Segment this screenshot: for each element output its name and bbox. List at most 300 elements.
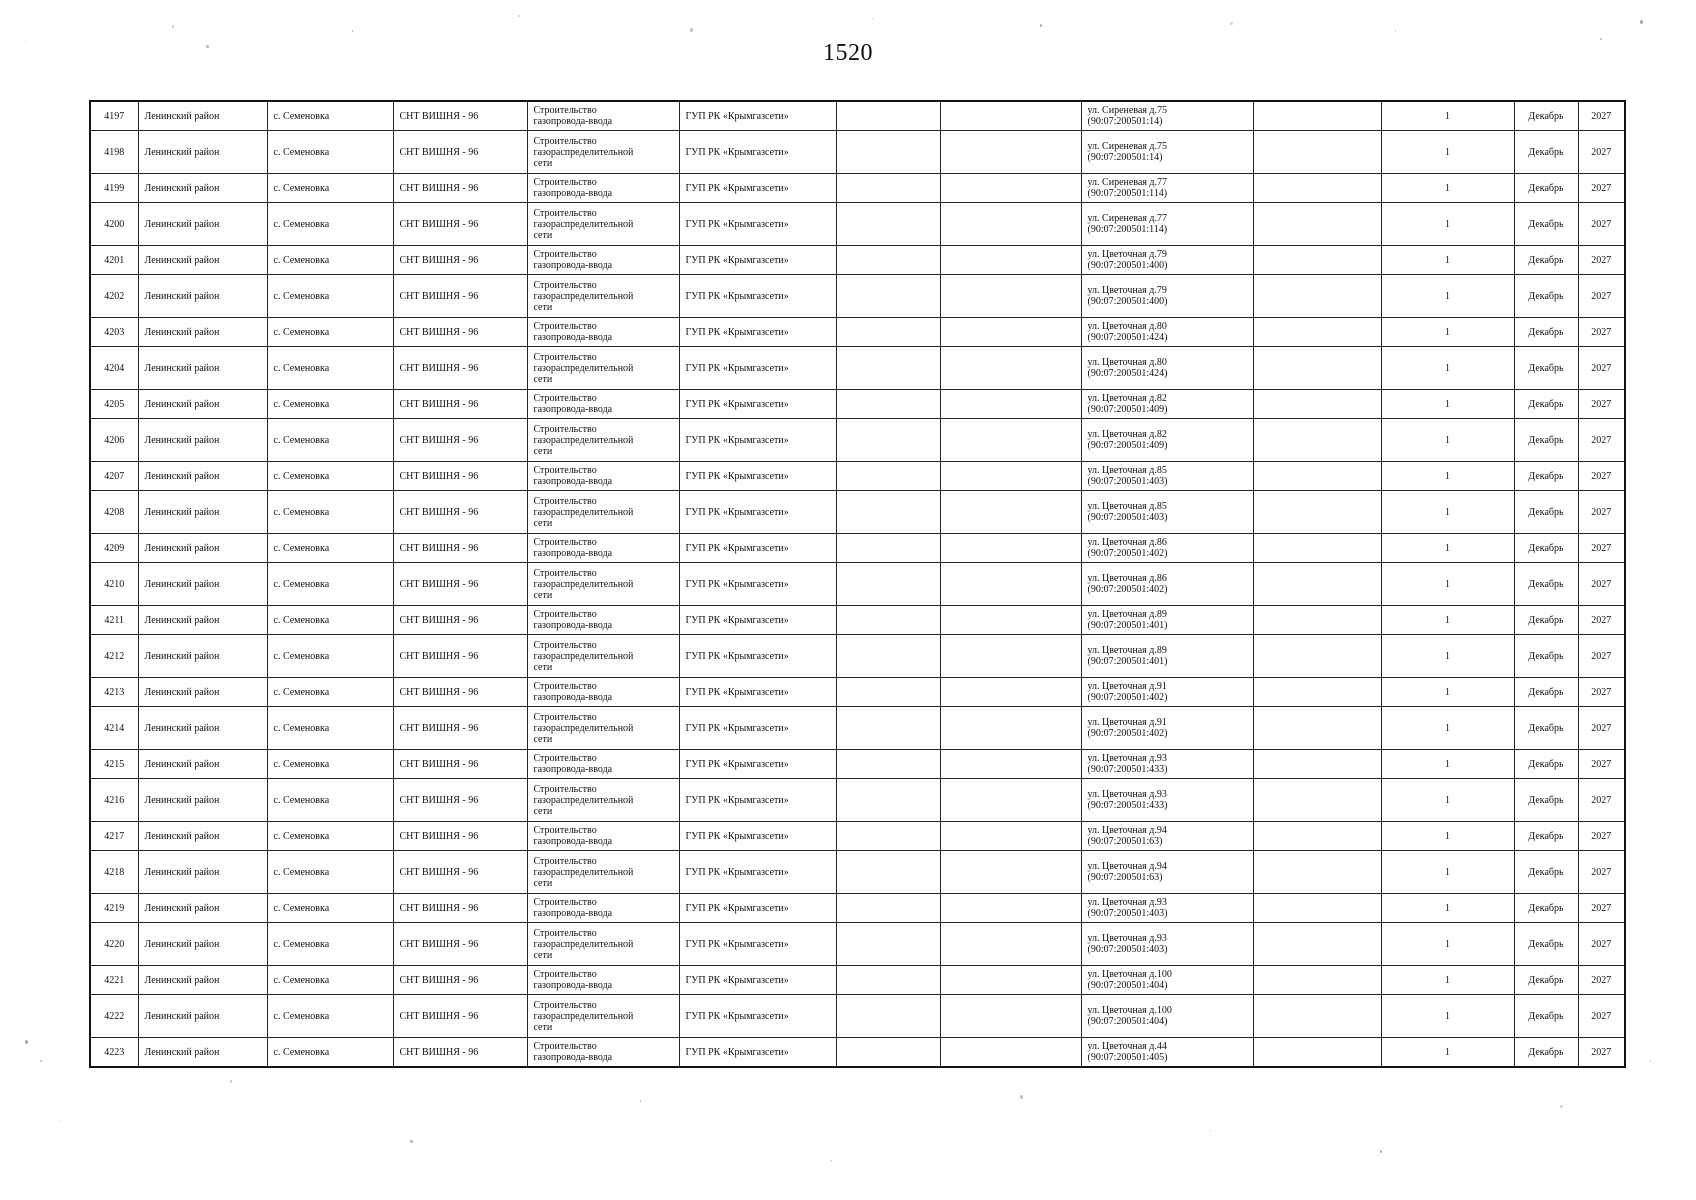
row-number-cell: 4221 <box>90 966 138 995</box>
empty-cell <box>1253 779 1381 822</box>
empty-cell <box>1253 462 1381 491</box>
row-number-cell: 4214 <box>90 707 138 750</box>
address-cell <box>1081 563 1253 606</box>
scan-speck <box>1600 38 1602 40</box>
month-cell: Декабрь <box>1514 419 1578 462</box>
work-type-cell <box>527 822 679 851</box>
work-type-cell-line: сети <box>533 1021 553 1033</box>
row-number-cell: 4220 <box>90 923 138 966</box>
partnership-cell: СНТ ВИШНЯ - 96 <box>393 995 527 1038</box>
month-cell: Декабрь <box>1514 779 1578 822</box>
scan-speck <box>1230 22 1233 25</box>
organization-cell: ГУП РК «Крымгазсети» <box>679 347 836 390</box>
empty-cell <box>1253 707 1381 750</box>
count-cell: 1 <box>1381 750 1514 779</box>
empty-cell <box>836 174 940 203</box>
count-cell: 1 <box>1381 390 1514 419</box>
partnership-cell: СНТ ВИШНЯ - 96 <box>393 1038 527 1068</box>
year-cell: 2027 <box>1578 822 1625 851</box>
village-cell: с. Семеновка <box>267 966 393 995</box>
scan-speck <box>60 1120 61 1121</box>
scan-speck <box>1040 24 1042 27</box>
organization-cell: ГУП РК «Крымгазсети» <box>679 318 836 347</box>
address-cell <box>1081 203 1253 246</box>
address-cell-line: ул. Цветочная д.93 <box>1087 933 1167 944</box>
table-body <box>90 101 1625 1067</box>
address-cell-line: (90:07:200501:402) <box>1087 584 1168 595</box>
empty-cell <box>940 462 1081 491</box>
count-cell: 1 <box>1381 246 1514 275</box>
address-cell-line: ул. Цветочная д.82 <box>1087 429 1167 440</box>
count-cell: 1 <box>1381 822 1514 851</box>
district-cell: Ленинский район <box>138 491 267 534</box>
work-type-cell <box>527 246 679 275</box>
year-cell: 2027 <box>1578 894 1625 923</box>
year-cell: 2027 <box>1578 678 1625 707</box>
district-cell: Ленинский район <box>138 419 267 462</box>
work-type-cell-line: Строительство <box>533 999 597 1011</box>
empty-cell <box>836 635 940 678</box>
empty-cell <box>836 707 940 750</box>
count-cell: 1 <box>1381 995 1514 1038</box>
district-cell: Ленинский район <box>138 390 267 419</box>
village-cell: с. Семеновка <box>267 101 393 131</box>
year-cell: 2027 <box>1578 750 1625 779</box>
row-number-cell: 4216 <box>90 779 138 822</box>
address-cell-line: (90:07:200501:401) <box>1087 620 1168 631</box>
work-type-cell-line: газопровода-ввода <box>533 332 613 343</box>
work-type-cell-line: газораспределительной <box>533 290 634 302</box>
district-cell: Ленинский район <box>138 707 267 750</box>
empty-cell <box>1253 275 1381 318</box>
organization-cell: ГУП РК «Крымгазсети» <box>679 707 836 750</box>
address-cell-line: (90:07:200501:402) <box>1087 548 1168 559</box>
address-cell-line: (90:07:200501:114) <box>1087 224 1168 235</box>
work-type-cell-line: газораспределительной <box>533 794 634 806</box>
district-cell: Ленинский район <box>138 534 267 563</box>
address-cell-line: (90:07:200501:114) <box>1087 188 1168 199</box>
gasification-table <box>89 100 1626 1068</box>
row-number-cell: 4204 <box>90 347 138 390</box>
village-cell: с. Семеновка <box>267 707 393 750</box>
count-cell: 1 <box>1381 966 1514 995</box>
count-cell: 1 <box>1381 635 1514 678</box>
partnership-cell: СНТ ВИШНЯ - 96 <box>393 203 527 246</box>
month-cell: Декабрь <box>1514 563 1578 606</box>
address-cell <box>1081 1038 1253 1068</box>
address-cell-line: (90:07:200501:433) <box>1087 764 1168 775</box>
work-type-cell-line: сети <box>533 877 553 889</box>
village-cell: с. Семеновка <box>267 246 393 275</box>
address-cell-line: ул. Цветочная д.93 <box>1087 753 1167 764</box>
work-type-cell-line: Строительство <box>533 969 597 980</box>
village-cell: с. Семеновка <box>267 347 393 390</box>
empty-cell <box>1253 923 1381 966</box>
row-number-cell: 4217 <box>90 822 138 851</box>
table-row <box>90 275 1625 318</box>
count-cell: 1 <box>1381 851 1514 894</box>
empty-cell <box>940 347 1081 390</box>
table-row <box>90 131 1625 174</box>
empty-cell <box>1253 246 1381 275</box>
table-row <box>90 995 1625 1038</box>
row-number-cell: 4197 <box>90 101 138 131</box>
village-cell: с. Семеновка <box>267 462 393 491</box>
work-type-cell-line: Строительство <box>533 393 597 404</box>
partnership-cell: СНТ ВИШНЯ - 96 <box>393 894 527 923</box>
year-cell: 2027 <box>1578 1038 1625 1068</box>
village-cell: с. Семеновка <box>267 203 393 246</box>
organization-cell: ГУП РК «Крымгазсети» <box>679 822 836 851</box>
year-cell: 2027 <box>1578 534 1625 563</box>
partnership-cell: СНТ ВИШНЯ - 96 <box>393 131 527 174</box>
address-cell-line: (90:07:200501:424) <box>1087 368 1168 379</box>
count-cell: 1 <box>1381 678 1514 707</box>
address-cell <box>1081 347 1253 390</box>
year-cell: 2027 <box>1578 779 1625 822</box>
empty-cell <box>836 563 940 606</box>
table-row <box>90 246 1625 275</box>
work-type-cell <box>527 390 679 419</box>
work-type-cell <box>527 491 679 534</box>
work-type-cell-line: газораспределительной <box>533 866 634 878</box>
row-number-cell: 4210 <box>90 563 138 606</box>
address-cell-line: (90:07:200501:400) <box>1087 260 1168 271</box>
work-type-cell-line: Строительство <box>533 207 597 219</box>
month-cell: Декабрь <box>1514 966 1578 995</box>
address-cell <box>1081 462 1253 491</box>
address-cell <box>1081 779 1253 822</box>
table-row <box>90 101 1625 131</box>
work-type-cell-line: Строительство <box>533 855 597 867</box>
district-cell: Ленинский район <box>138 779 267 822</box>
district-cell: Ленинский район <box>138 635 267 678</box>
empty-cell <box>1253 563 1381 606</box>
year-cell: 2027 <box>1578 101 1625 131</box>
table-row <box>90 966 1625 995</box>
district-cell: Ленинский район <box>138 750 267 779</box>
work-type-cell-line: Строительство <box>533 105 597 116</box>
empty-cell <box>940 822 1081 851</box>
row-number-cell: 4206 <box>90 419 138 462</box>
table-row <box>90 174 1625 203</box>
organization-cell: ГУП РК «Крымгазсети» <box>679 131 836 174</box>
partnership-cell: СНТ ВИШНЯ - 96 <box>393 534 527 563</box>
year-cell: 2027 <box>1578 707 1625 750</box>
year-cell: 2027 <box>1578 851 1625 894</box>
address-cell <box>1081 923 1253 966</box>
table-row <box>90 779 1625 822</box>
month-cell: Декабрь <box>1514 707 1578 750</box>
address-cell-line: (90:07:200501:402) <box>1087 692 1168 703</box>
village-cell: с. Семеновка <box>267 822 393 851</box>
work-type-cell-line: Строительство <box>533 927 597 939</box>
work-type-cell-line: Строительство <box>533 135 597 147</box>
work-type-cell-line: сети <box>533 733 553 745</box>
empty-cell <box>836 1038 940 1068</box>
address-cell <box>1081 822 1253 851</box>
work-type-cell <box>527 534 679 563</box>
scan-speck <box>230 1080 232 1083</box>
partnership-cell: СНТ ВИШНЯ - 96 <box>393 750 527 779</box>
page-number: 1520 <box>823 40 873 66</box>
table-row <box>90 1038 1625 1068</box>
work-type-cell-line: сети <box>533 157 553 169</box>
month-cell: Декабрь <box>1514 1038 1578 1068</box>
work-type-cell-line: сети <box>533 445 553 457</box>
address-cell-line: ул. Цветочная д.82 <box>1087 393 1167 404</box>
address-cell-line: (90:07:200501:14) <box>1087 152 1163 163</box>
year-cell: 2027 <box>1578 419 1625 462</box>
organization-cell: ГУП РК «Крымгазсети» <box>679 563 836 606</box>
organization-cell: ГУП РК «Крымгазсети» <box>679 966 836 995</box>
village-cell: с. Семеновка <box>267 174 393 203</box>
work-type-cell-line: газопровода-ввода <box>533 764 613 775</box>
month-cell: Декабрь <box>1514 635 1578 678</box>
address-cell-line: ул. Цветочная д.91 <box>1087 681 1167 692</box>
work-type-cell-line: газораспределительной <box>533 362 634 374</box>
work-type-cell-line: газораспределительной <box>533 722 634 734</box>
month-cell: Декабрь <box>1514 606 1578 635</box>
year-cell: 2027 <box>1578 462 1625 491</box>
count-cell: 1 <box>1381 462 1514 491</box>
work-type-cell <box>527 606 679 635</box>
address-cell-line: ул. Цветочная д.100 <box>1087 969 1172 980</box>
work-type-cell-line: газопровода-ввода <box>533 692 613 703</box>
empty-cell <box>940 275 1081 318</box>
address-cell-line: (90:07:200501:409) <box>1087 404 1168 415</box>
empty-cell <box>1253 894 1381 923</box>
year-cell: 2027 <box>1578 966 1625 995</box>
organization-cell: ГУП РК «Крымгазсети» <box>679 246 836 275</box>
address-cell-line: ул. Сиреневая д.75 <box>1087 141 1168 152</box>
work-type-cell <box>527 923 679 966</box>
table-row <box>90 750 1625 779</box>
village-cell: с. Семеновка <box>267 275 393 318</box>
empty-cell <box>940 318 1081 347</box>
work-type-cell-line: газопровода-ввода <box>533 980 613 991</box>
scan-speck <box>1560 1105 1563 1108</box>
row-number-cell: 4198 <box>90 131 138 174</box>
work-type-cell-line: Строительство <box>533 783 597 795</box>
empty-cell <box>836 606 940 635</box>
year-cell: 2027 <box>1578 275 1625 318</box>
month-cell: Декабрь <box>1514 678 1578 707</box>
year-cell: 2027 <box>1578 174 1625 203</box>
scan-speck <box>1380 1150 1382 1153</box>
address-cell-line: (90:07:200501:400) <box>1087 296 1168 307</box>
row-number-cell: 4207 <box>90 462 138 491</box>
work-type-cell-line: Строительство <box>533 279 597 291</box>
district-cell: Ленинский район <box>138 563 267 606</box>
work-type-cell <box>527 275 679 318</box>
district-cell: Ленинский район <box>138 131 267 174</box>
work-type-cell-line: Строительство <box>533 321 597 332</box>
scan-speck <box>1210 1130 1211 1131</box>
month-cell: Декабрь <box>1514 203 1578 246</box>
address-cell <box>1081 678 1253 707</box>
table-row <box>90 635 1625 678</box>
district-cell: Ленинский район <box>138 462 267 491</box>
address-cell <box>1081 635 1253 678</box>
year-cell: 2027 <box>1578 491 1625 534</box>
address-cell-line: (90:07:200501:401) <box>1087 656 1168 667</box>
empty-cell <box>1253 678 1381 707</box>
work-type-cell-line: газопровода-ввода <box>533 548 613 559</box>
count-cell: 1 <box>1381 101 1514 131</box>
address-cell <box>1081 246 1253 275</box>
work-type-cell-line: Строительство <box>533 465 597 476</box>
table-row <box>90 318 1625 347</box>
work-type-cell-line: газопровода-ввода <box>533 260 613 271</box>
month-cell: Декабрь <box>1514 131 1578 174</box>
address-cell <box>1081 491 1253 534</box>
table-row <box>90 203 1625 246</box>
row-number-cell: 4201 <box>90 246 138 275</box>
address-cell-line: ул. Цветочная д.100 <box>1087 1005 1172 1016</box>
empty-cell <box>940 491 1081 534</box>
empty-cell <box>940 750 1081 779</box>
address-cell-line: ул. Цветочная д.93 <box>1087 897 1167 908</box>
organization-cell: ГУП РК «Крымгазсети» <box>679 750 836 779</box>
organization-cell: ГУП РК «Крымгазсети» <box>679 635 836 678</box>
district-cell: Ленинский район <box>138 1038 267 1068</box>
partnership-cell: СНТ ВИШНЯ - 96 <box>393 606 527 635</box>
partnership-cell: СНТ ВИШНЯ - 96 <box>393 635 527 678</box>
empty-cell <box>1253 347 1381 390</box>
work-type-cell <box>527 851 679 894</box>
address-cell-line: (90:07:200501:424) <box>1087 332 1168 343</box>
address-cell-line: (90:07:200501:404) <box>1087 1016 1168 1027</box>
address-cell-line: (90:07:200501:14) <box>1087 116 1163 127</box>
organization-cell: ГУП РК «Крымгазсети» <box>679 203 836 246</box>
work-type-cell <box>527 131 679 174</box>
partnership-cell: СНТ ВИШНЯ - 96 <box>393 779 527 822</box>
empty-cell <box>836 203 940 246</box>
table-row <box>90 678 1625 707</box>
work-type-cell-line: газопровода-ввода <box>533 1052 613 1063</box>
work-type-cell-line: газопровода-ввода <box>533 476 613 487</box>
empty-cell <box>1253 174 1381 203</box>
district-cell: Ленинский район <box>138 678 267 707</box>
table-row <box>90 707 1625 750</box>
empty-cell <box>1253 1038 1381 1068</box>
district-cell: Ленинский район <box>138 101 267 131</box>
district-cell: Ленинский район <box>138 174 267 203</box>
count-cell: 1 <box>1381 131 1514 174</box>
table-row <box>90 347 1625 390</box>
empty-cell <box>1253 635 1381 678</box>
address-cell-line: ул. Цветочная д.86 <box>1087 573 1167 584</box>
table-row <box>90 822 1625 851</box>
row-number-cell: 4211 <box>90 606 138 635</box>
partnership-cell: СНТ ВИШНЯ - 96 <box>393 390 527 419</box>
address-cell-line: (90:07:200501:63) <box>1087 836 1163 847</box>
empty-cell <box>1253 750 1381 779</box>
year-cell: 2027 <box>1578 318 1625 347</box>
work-type-cell <box>527 995 679 1038</box>
empty-cell <box>940 894 1081 923</box>
village-cell: с. Семеновка <box>267 491 393 534</box>
empty-cell <box>836 678 940 707</box>
address-cell-line: (90:07:200501:403) <box>1087 944 1168 955</box>
district-cell: Ленинский район <box>138 923 267 966</box>
address-cell <box>1081 419 1253 462</box>
empty-cell <box>940 563 1081 606</box>
village-cell: с. Семеновка <box>267 923 393 966</box>
month-cell: Декабрь <box>1514 894 1578 923</box>
organization-cell: ГУП РК «Крымгазсети» <box>679 606 836 635</box>
partnership-cell: СНТ ВИШНЯ - 96 <box>393 318 527 347</box>
year-cell: 2027 <box>1578 563 1625 606</box>
empty-cell <box>940 995 1081 1038</box>
work-type-cell <box>527 563 679 606</box>
empty-cell <box>1253 534 1381 563</box>
partnership-cell: СНТ ВИШНЯ - 96 <box>393 347 527 390</box>
address-cell <box>1081 606 1253 635</box>
empty-cell <box>1253 822 1381 851</box>
address-cell-line: ул. Цветочная д.91 <box>1087 717 1167 728</box>
address-cell-line: ул. Цветочная д.85 <box>1087 501 1167 512</box>
table-row <box>90 894 1625 923</box>
work-type-cell-line: газопровода-ввода <box>533 908 613 919</box>
partnership-cell: СНТ ВИШНЯ - 96 <box>393 966 527 995</box>
empty-cell <box>940 707 1081 750</box>
row-number-cell: 4219 <box>90 894 138 923</box>
work-type-cell <box>527 1038 679 1068</box>
table-row <box>90 606 1625 635</box>
month-cell: Декабрь <box>1514 174 1578 203</box>
organization-cell: ГУП РК «Крымгазсети» <box>679 678 836 707</box>
partnership-cell: СНТ ВИШНЯ - 96 <box>393 851 527 894</box>
count-cell: 1 <box>1381 174 1514 203</box>
partnership-cell: СНТ ВИШНЯ - 96 <box>393 707 527 750</box>
work-type-cell-line: Строительство <box>533 711 597 723</box>
scan-speck <box>1640 20 1643 24</box>
partnership-cell: СНТ ВИШНЯ - 96 <box>393 678 527 707</box>
scan-speck <box>1020 1095 1023 1099</box>
work-type-cell-line: газораспределительной <box>533 434 634 446</box>
district-cell: Ленинский район <box>138 275 267 318</box>
work-type-cell-line: газораспределительной <box>533 146 634 158</box>
address-cell-line: ул. Цветочная д.89 <box>1087 609 1167 620</box>
year-cell: 2027 <box>1578 390 1625 419</box>
year-cell: 2027 <box>1578 131 1625 174</box>
work-type-cell <box>527 203 679 246</box>
empty-cell <box>836 894 940 923</box>
address-cell <box>1081 390 1253 419</box>
scan-speck <box>1650 1060 1651 1062</box>
address-cell <box>1081 851 1253 894</box>
work-type-cell-line: сети <box>533 949 553 961</box>
empty-cell <box>836 966 940 995</box>
empty-cell <box>1253 203 1381 246</box>
year-cell: 2027 <box>1578 203 1625 246</box>
scan-speck <box>518 15 520 17</box>
empty-cell <box>1253 131 1381 174</box>
count-cell: 1 <box>1381 347 1514 390</box>
row-number-cell: 4208 <box>90 491 138 534</box>
table-row <box>90 419 1625 462</box>
scan-speck <box>872 18 873 19</box>
village-cell: с. Семеновка <box>267 1038 393 1068</box>
table-row <box>90 390 1625 419</box>
work-type-cell <box>527 419 679 462</box>
row-number-cell: 4215 <box>90 750 138 779</box>
work-type-cell-line: газопровода-ввода <box>533 404 613 415</box>
table-row <box>90 923 1625 966</box>
empty-cell <box>836 347 940 390</box>
